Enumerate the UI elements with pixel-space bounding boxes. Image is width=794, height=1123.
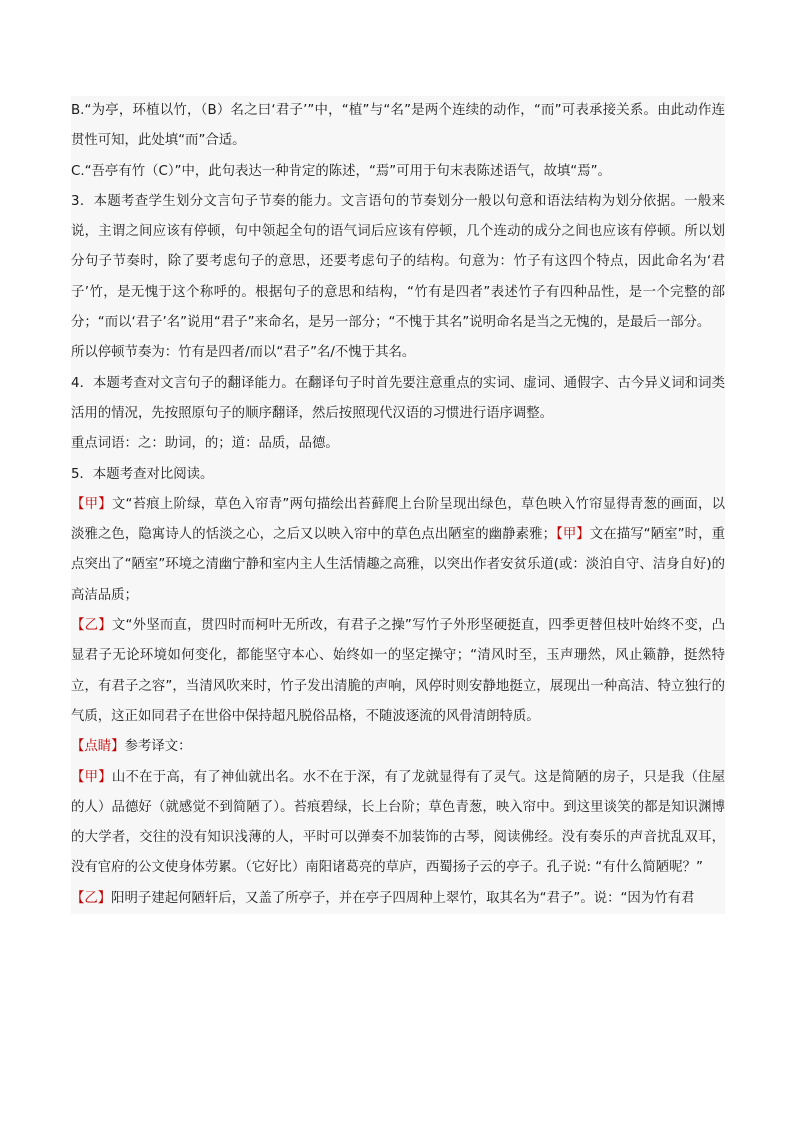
section-marker: 【点睛】	[71, 739, 125, 755]
paragraph-text: C.“吾亭有竹（C）”中，此句表达一种肯定的陈述，“焉”可用于句末表陈述语气，故填“焉”。	[71, 163, 611, 179]
paragraph	[71, 732, 725, 762]
section-marker: 【甲】	[555, 527, 590, 543]
document-body	[71, 96, 725, 914]
paragraph	[71, 369, 725, 430]
paragraph	[71, 490, 725, 611]
paragraph	[71, 429, 725, 459]
paragraph-text: 4．本题考查对文言句子的翻译能力。在翻译句子时首先要注意重点的实词、虚词、通假字、古今异义词和词类活用的情况，先按照原句子的顺序翻译，然后按照现代汉语的习惯进行语序调整。	[71, 375, 725, 421]
paragraph-text: 5．本题考查对比阅读。	[71, 466, 214, 482]
section-marker: 【甲】	[71, 496, 112, 512]
paragraph	[71, 157, 725, 187]
paragraph-text: 文“苔痕上阶绿，草色入帘青”两句描绘出苔藓爬上台阶呈现出绿色，草色映入竹帘显得青葱的画面，以淡雅之色，隐寓诗人的恬淡之心，之后又以映入帘中的草色点出陋室的幽静素雅；	[71, 496, 726, 543]
paragraph-text: 阳明子建起何陋轩后，又盖了所亭子，并在亭子四周种上翠竹，取其名为“君子”。说：“因为竹有君	[111, 890, 695, 906]
paragraph	[71, 96, 725, 157]
paragraph-text: 文在描写“陋室”时，重点突出了“陋室”环境之清幽宁静和室内主人生活情趣之高雅，以突出作者安贫乐道(或：淡泊自守、洁身自好)的高洁品质；	[71, 527, 726, 603]
paragraph	[71, 338, 725, 368]
paragraph-text: 所以停顿节奏为：竹有是四者/而以“君子”名/不愧于其名。	[71, 345, 416, 361]
paragraph-text: 重点词语：之：助词，的；道：品质，品德。	[71, 436, 339, 452]
section-marker: 【乙】	[71, 618, 112, 634]
paragraph	[71, 884, 725, 914]
paragraph	[71, 460, 725, 490]
paragraph	[71, 187, 725, 338]
section-marker: 【乙】	[71, 890, 112, 906]
paragraph	[71, 611, 725, 732]
section-marker: 【甲】	[71, 769, 112, 785]
paragraph-text: 3．本题考查学生划分文言句子节奏的能力。文言语句的节奏划分一般以句意和语法结构为划分依据。一般来说，主谓之间应该有停顿，句中领起全句的语气词后应该有停顿，几个连动的成分之间也应该有停顿。所以划分句子节奏时，除了要考虑句子的意思，还要考虑句子的结构。句意为：竹子有这四个特点，因此命名为‘君子’竹，是无愧于这个称呼的。根据句子的意思和结构，“竹有是四者”表述竹子有四种品性，是一个完整的部分；“而以‘君子’名”说用“君子”来命名，是另一部分；“不愧于其名”说明命名是当之无愧的，是最后一部分。	[71, 193, 725, 331]
paragraph-text: B.“为亭，环植以竹，（B）名之曰‘君子’”中，“植”与“名”是两个连续的动作，“而”可表承接关系。由此动作连贯性可知，此处填“而”合适。	[71, 103, 725, 149]
paragraph-text: 参考译文：	[124, 739, 192, 755]
paragraph-text: 文“外坚而直，贯四时而柯叶无所改，有君子之操”写竹子外形坚硬挺直，四季更替但枝叶始终不变，凸显君子无论环境如何变化，都能坚守本心、始终如一的坚定操守；“清风时至，玉声珊然，风止籁静，挺然特立，有君子之容”，当清风吹来时，竹子发出清脆的声响，风停时则安静地挺立，展现出一种高洁、特立独行的气质，这正如同君子在世俗中保持超凡脱俗品格，不随波逐流的风骨清朗特质。	[71, 618, 726, 724]
paragraph	[71, 763, 725, 884]
paragraph-text: 山不在于高，有了神仙就出名。水不在于深，有了龙就显得有了灵气。这是简陋的房子，只是我（住屋的人）品德好（就感觉不到简陋了）。苔痕碧绿，长上台阶；草色青葱，映入帘中。到这里谈笑的都是知识渊博的大学者，交往的没有知识浅薄的人，平时可以弹奏不加装饰的古琴，阅读佛经。没有奏乐的声音扰乱双耳，没有官府的公文使身体劳累。（它好比）南阳诸葛亮的草庐，西蜀扬子云的亭子。孔子说: “有什么简陋呢？”	[71, 769, 725, 876]
